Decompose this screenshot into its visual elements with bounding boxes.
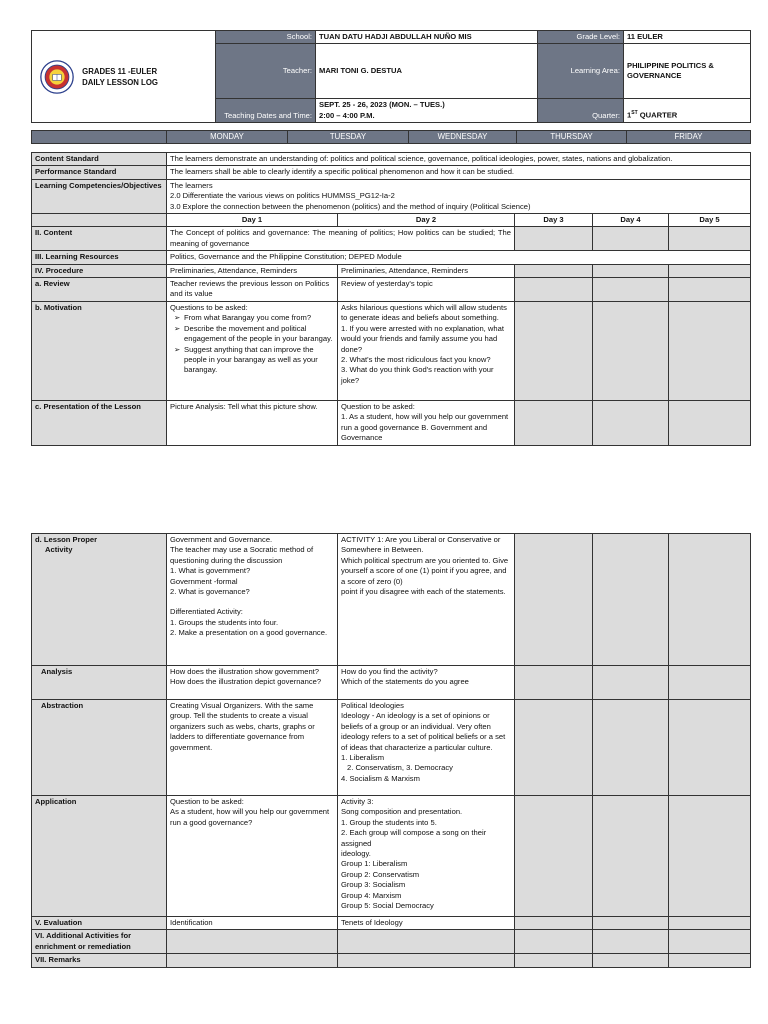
motivation-day4 xyxy=(593,301,669,400)
additional-day1 xyxy=(167,930,338,954)
motivation-day5 xyxy=(669,301,751,400)
day-thursday: THURSDAY xyxy=(517,131,627,144)
header-table xyxy=(31,30,751,123)
application-day5 xyxy=(669,796,751,917)
resources-label: III. Learning Resources xyxy=(32,251,167,264)
application-day3 xyxy=(515,796,593,917)
lesson-proper-day3 xyxy=(515,534,593,666)
application-day4 xyxy=(593,796,669,917)
day-wednesday: WEDNESDAY xyxy=(409,131,517,144)
additional-activities-label: VI. Additional Activities for enrichment or remediation xyxy=(32,930,167,954)
teacher-label: Teacher: xyxy=(216,44,316,99)
presentation-day4 xyxy=(593,400,669,445)
review-label: a. Review xyxy=(32,278,167,302)
additional-day5 xyxy=(669,930,751,954)
motivation-bullet-3: ➢ Suggest anything that can improve the people in your barangay as well as your barangay. xyxy=(174,344,318,375)
day-monday: MONDAY xyxy=(167,131,288,144)
days-bar-blank xyxy=(32,131,167,144)
additional-day3 xyxy=(515,930,593,954)
lesson-proper-day2: ACTIVITY 1: Are you Liberal or Conservative or Somewhere in Between. Which political spectrum are you oriented to. Give yourself a score of one (1) point if you agree, and a score of zero (0) point if you disagree with each of the statements. xyxy=(338,534,515,666)
school-label: School: xyxy=(216,31,316,44)
presentation-day3 xyxy=(515,400,593,445)
procedure-day3 xyxy=(515,264,593,277)
additional-day2 xyxy=(338,930,515,954)
remarks-day3 xyxy=(515,954,593,967)
analysis-label: Analysis xyxy=(32,666,167,700)
day-friday: FRIDAY xyxy=(627,131,751,144)
grade-title: GRADES 11 -EULER xyxy=(82,66,158,76)
content-standard-label: Content Standard xyxy=(32,153,167,166)
quarter-label: Quarter: xyxy=(538,99,624,123)
motivation-day1: Questions to be asked: ➢ From what Barangay you come from? ➢ Describe the movement and political engagement of the people in your barangay. ➢ Suggest anything that can improve the people in your barangay as well as your barangay. xyxy=(167,301,338,400)
dates-label: Teaching Dates and Time: xyxy=(216,99,316,123)
day-header-1: Day 1 xyxy=(167,214,338,227)
motivation-day3 xyxy=(515,301,593,400)
deped-seal-icon xyxy=(40,60,74,94)
motivation-bullet-2: ➢ Describe the movement and political engagement of the people in your barangay. xyxy=(174,323,333,344)
performance-standard-label: Performance Standard xyxy=(32,166,167,179)
content-text: The Concept of politics and governance: The meaning of politics; How politics can be studied; The meaning of governance xyxy=(167,227,515,251)
content-standard-text: The learners demonstrate an understanding of: politics and political science, governance, political ideologies, power, states, nations and globalization. xyxy=(167,153,751,166)
abstraction-day4 xyxy=(593,700,669,796)
review-day2: Review of yesterday's topic xyxy=(338,278,515,302)
dates-value: SEPT. 25 - 26, 2023 (MON. – TUES.) 2:00 – 4:00 P.M. xyxy=(316,99,538,123)
review-day3 xyxy=(515,278,593,302)
procedure-day1: Preliminaries, Attendance, Reminders xyxy=(167,264,338,277)
learning-area-label: Learning Area: xyxy=(538,44,624,99)
presentation-day2: Question to be asked: 1. As a student, how will you help our government run a good governance B. Government and Governance xyxy=(338,400,515,445)
teacher-value: MARI TONI G. DESTUA xyxy=(316,44,538,99)
review-day4 xyxy=(593,278,669,302)
resources-text: Politics, Governance and the Philippine Constitution; DEPED Module xyxy=(167,251,751,264)
learning-area-value: PHILIPPINE POLITICS & GOVERNANCE xyxy=(624,44,751,99)
lesson-proper-day5 xyxy=(669,534,751,666)
presentation-label: c. Presentation of the Lesson xyxy=(32,400,167,445)
analysis-day5 xyxy=(669,666,751,700)
arrow-bullet-icon: ➢ xyxy=(174,313,181,323)
application-label: Application xyxy=(32,796,167,917)
day-header-3: Day 3 xyxy=(515,214,593,227)
remarks-label: VII. Remarks xyxy=(32,954,167,967)
log-title: DAILY LESSON LOG xyxy=(82,77,158,87)
evaluation-day4 xyxy=(593,917,669,930)
content-label: II. Content xyxy=(32,227,167,251)
abstraction-day3 xyxy=(515,700,593,796)
abstraction-label: Abstraction xyxy=(32,700,167,796)
review-day5 xyxy=(669,278,751,302)
analysis-day4 xyxy=(593,666,669,700)
remarks-day1 xyxy=(167,954,338,967)
school-title-cell xyxy=(32,31,216,123)
motivation-bullet-1: ➢ From what Barangay you come from? xyxy=(174,313,312,323)
abstraction-day1: Creating Visual Organizers. With the same group. Tell the students to create a visual organizers such as webs, charts, graphs or ladders to differentiate governance from government. xyxy=(167,700,338,796)
procedure-day4 xyxy=(593,264,669,277)
evaluation-label: V. Evaluation xyxy=(32,917,167,930)
days-bar xyxy=(31,130,751,144)
application-day2: Activity 3: Song composition and presentation. 1. Group the students into 5. 2. Each group will compose a song on their assigned ideology. Group 1: Liberalism Group 2: Conservatism Group 3: Socialism Group 4: Marxism Group 5: Social Democracy xyxy=(338,796,515,917)
remarks-day5 xyxy=(669,954,751,967)
arrow-bullet-icon: ➢ xyxy=(174,344,181,354)
lesson-proper-day4 xyxy=(593,534,669,666)
abstraction-day2: Political Ideologies Ideology - An ideology is a set of opinions or beliefs of a group or an individual. Very often ideology refers to a set of political beliefs or a set of ideas that characterize a particular culture. 1. Liberalism 2. Conservatism, 3. Democracy 4. Socialism & Marxism xyxy=(338,700,515,796)
analysis-day2: How do you find the activity? Which of the statements do you agree xyxy=(338,666,515,700)
presentation-day1: Picture Analysis: Tell what this picture show. xyxy=(167,400,338,445)
evaluation-day1: Identification xyxy=(167,917,338,930)
remarks-day4 xyxy=(593,954,669,967)
motivation-label: b. Motivation xyxy=(32,301,167,400)
analysis-day3 xyxy=(515,666,593,700)
analysis-day1: How does the illustration show government? How does the illustration depict governance? xyxy=(167,666,338,700)
day-tuesday: TUESDAY xyxy=(288,131,409,144)
presentation-day5 xyxy=(669,400,751,445)
additional-day4 xyxy=(593,930,669,954)
evaluation-day3 xyxy=(515,917,593,930)
evaluation-day2: Tenets of Ideology xyxy=(338,917,515,930)
competencies-label: Learning Competencies/Objectives xyxy=(32,179,167,213)
grade-level-label: Grade Level: xyxy=(538,31,624,44)
procedure-label: IV. Procedure xyxy=(32,264,167,277)
lesson-table-1 xyxy=(31,152,751,446)
competencies-text: The learners 2.0 Differentiate the various views on politics HUMMSS_PG12-Ia-2 3.0 Explore the connection between the phenomenon (politics) and the method of inquiry (Political Science) xyxy=(167,179,751,213)
day-header-4: Day 4 xyxy=(593,214,669,227)
day-header-blank xyxy=(32,214,167,227)
procedure-day5 xyxy=(669,264,751,277)
motivation-day2: Asks hilarious questions which will allow students to generate ideas and beliefs about something. 1. If you were arrested with no explanation, what would your friends and family assume you had done? 2. What's the most ridiculous fact you know? 3. What do you think God's reaction with your joke? xyxy=(338,301,515,400)
lesson-proper-label: d. Lesson Proper Activity xyxy=(32,534,167,666)
school-value: TUAN DATU HADJI ABDULLAH NUÑO MIS xyxy=(316,31,538,44)
lesson-table-2 xyxy=(31,533,751,968)
grade-level-value: 11 EULER xyxy=(624,31,751,44)
review-day1: Teacher reviews the previous lesson on Politics and its value xyxy=(167,278,338,302)
content-day5 xyxy=(669,227,751,251)
performance-standard-text: The learners shall be able to clearly identify a specific political phenomenon and how it can be studied. xyxy=(167,166,751,179)
procedure-day2: Preliminaries, Attendance, Reminders xyxy=(338,264,515,277)
lesson-proper-day1: Government and Governance. The teacher may use a Socratic method of questioning during the discussion 1. What is government? Government -formal 2. What is governance? Differentiated Activity: 1. Groups the students into four. 2. Make a presentation on a good governance. xyxy=(167,534,338,666)
content-day3 xyxy=(515,227,593,251)
content-day4 xyxy=(593,227,669,251)
day-header-5: Day 5 xyxy=(669,214,751,227)
quarter-value: 1ST QUARTER xyxy=(624,99,751,123)
arrow-bullet-icon: ➢ xyxy=(174,323,181,333)
application-day1: Question to be asked: As a student, how will you help our government run a good governance? xyxy=(167,796,338,917)
remarks-day2 xyxy=(338,954,515,967)
evaluation-day5 xyxy=(669,917,751,930)
day-header-2: Day 2 xyxy=(338,214,515,227)
abstraction-day5 xyxy=(669,700,751,796)
